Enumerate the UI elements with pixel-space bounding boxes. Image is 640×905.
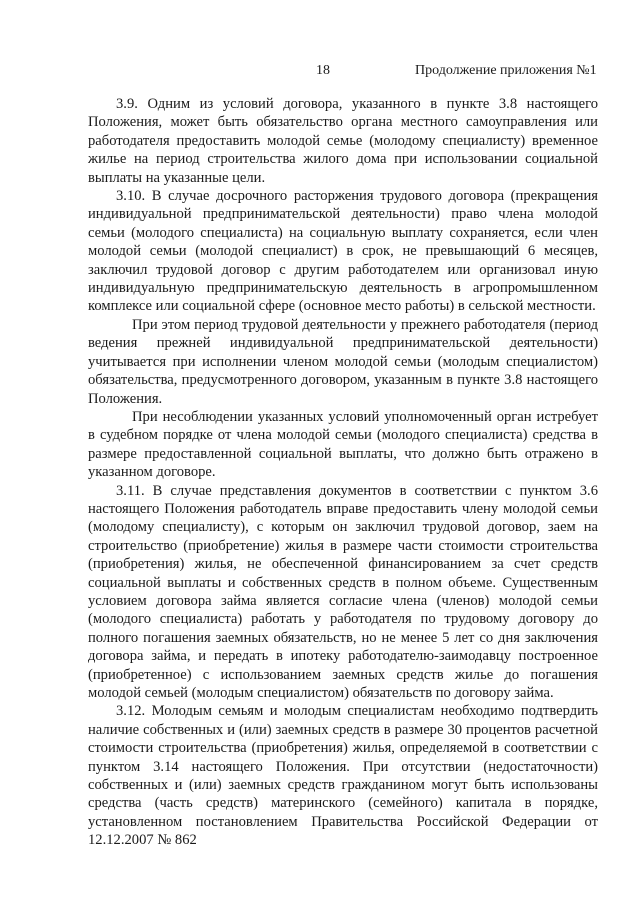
page-number: 18 bbox=[316, 63, 330, 78]
paragraph-3-12: 3.12. Молодым семьям и молодым специалистам необходимо подтвердить наличие собственных и (или) заемных средств в размере 30 процентов расчетной стоимости строительства (приобретения) жилья, определяемой в соответствии с пунктом 3.14 настоящего Положения. При отсутствии (недостаточности) собственных и (или) заемных средств гражданином могут быть использованы средства (часть средств) материнского (семейного) капитала в порядке, установленном постановлением Правительства Российской Федерации от 12.12.2007 № 862 bbox=[88, 703, 598, 849]
document-body bbox=[88, 95, 598, 850]
paragraph-3-9: 3.9. Одним из условий договора, указанного в пункте 3.8 настоящего Положения, может быть обязательство органа местного самоуправления или работодателя предоставить молодой семье (молодому специалисту) временное жилье на период строительства жилого дома при использовании социальной выплаты на указанные цели. bbox=[88, 96, 598, 186]
paragraph-work-period: При этом период трудовой деятельности у прежнего работодателя (период ведения прежней индивидуальной предпринимательской деятельности) учитывается при исполнении членом молодой семьи (молодым специалистом) обязательства, предусмотренного договором, указанным в пункте 3.8 настоящего Положения. bbox=[88, 316, 598, 407]
paragraph-noncompliance: При несоблюдении указанных условий уполномоченный орган истребует в судебном порядке от члена молодой семьи (молодого специалиста) средства в размере предоставленной социальной выплаты, что должно быть отражено в указанном договоре. bbox=[88, 408, 598, 481]
paragraph-3-10: 3.10. В случае досрочного расторжения трудового договора (прекращения индивидуальной предпринимательской деятельности) право члена молодой семьи (молодого специалиста) на социальную выплату сохраняется, если член молодой семьи (молодой специалист) в срок, не превышающий 6 месяцев, заключил трудовой договор с другим работодателем или организовал иную индивидуальную предпринимательскую деятельность в агропромышленном комплексе или социальной сфере (основное место работы) в сельской местности. bbox=[88, 188, 598, 315]
appendix-note: Продолжение приложения №1 bbox=[415, 63, 597, 78]
paragraph-3-11: 3.11. В случае представления документов в соответствии с пунктом 3.6 настоящего Положения работодатель вправе предоставить члену молодой семьи (молодому специалисту), с которым он заключил трудовой договор, заем на строительство (приобретение) жилья в размере части стоимости строительства (приобретения) жилья, не обеспеченной финансированием за счет средств социальной выплаты и собственных средств в полном объеме. Существенным условием договора займа является согласие члена (членов) молодой семьи (молодого специалиста) работать у работодателя по трудовому договору до полного погашения заемных обязательств, но не менее 5 лет со дня заключения договора займа, и передать в ипотеку работодателю-заимодавцу построенное (приобретенное) с использованием заемных средств жилье до погашения молодой семьей (молодым специалистом) обязательств по договору займа. bbox=[88, 482, 598, 701]
